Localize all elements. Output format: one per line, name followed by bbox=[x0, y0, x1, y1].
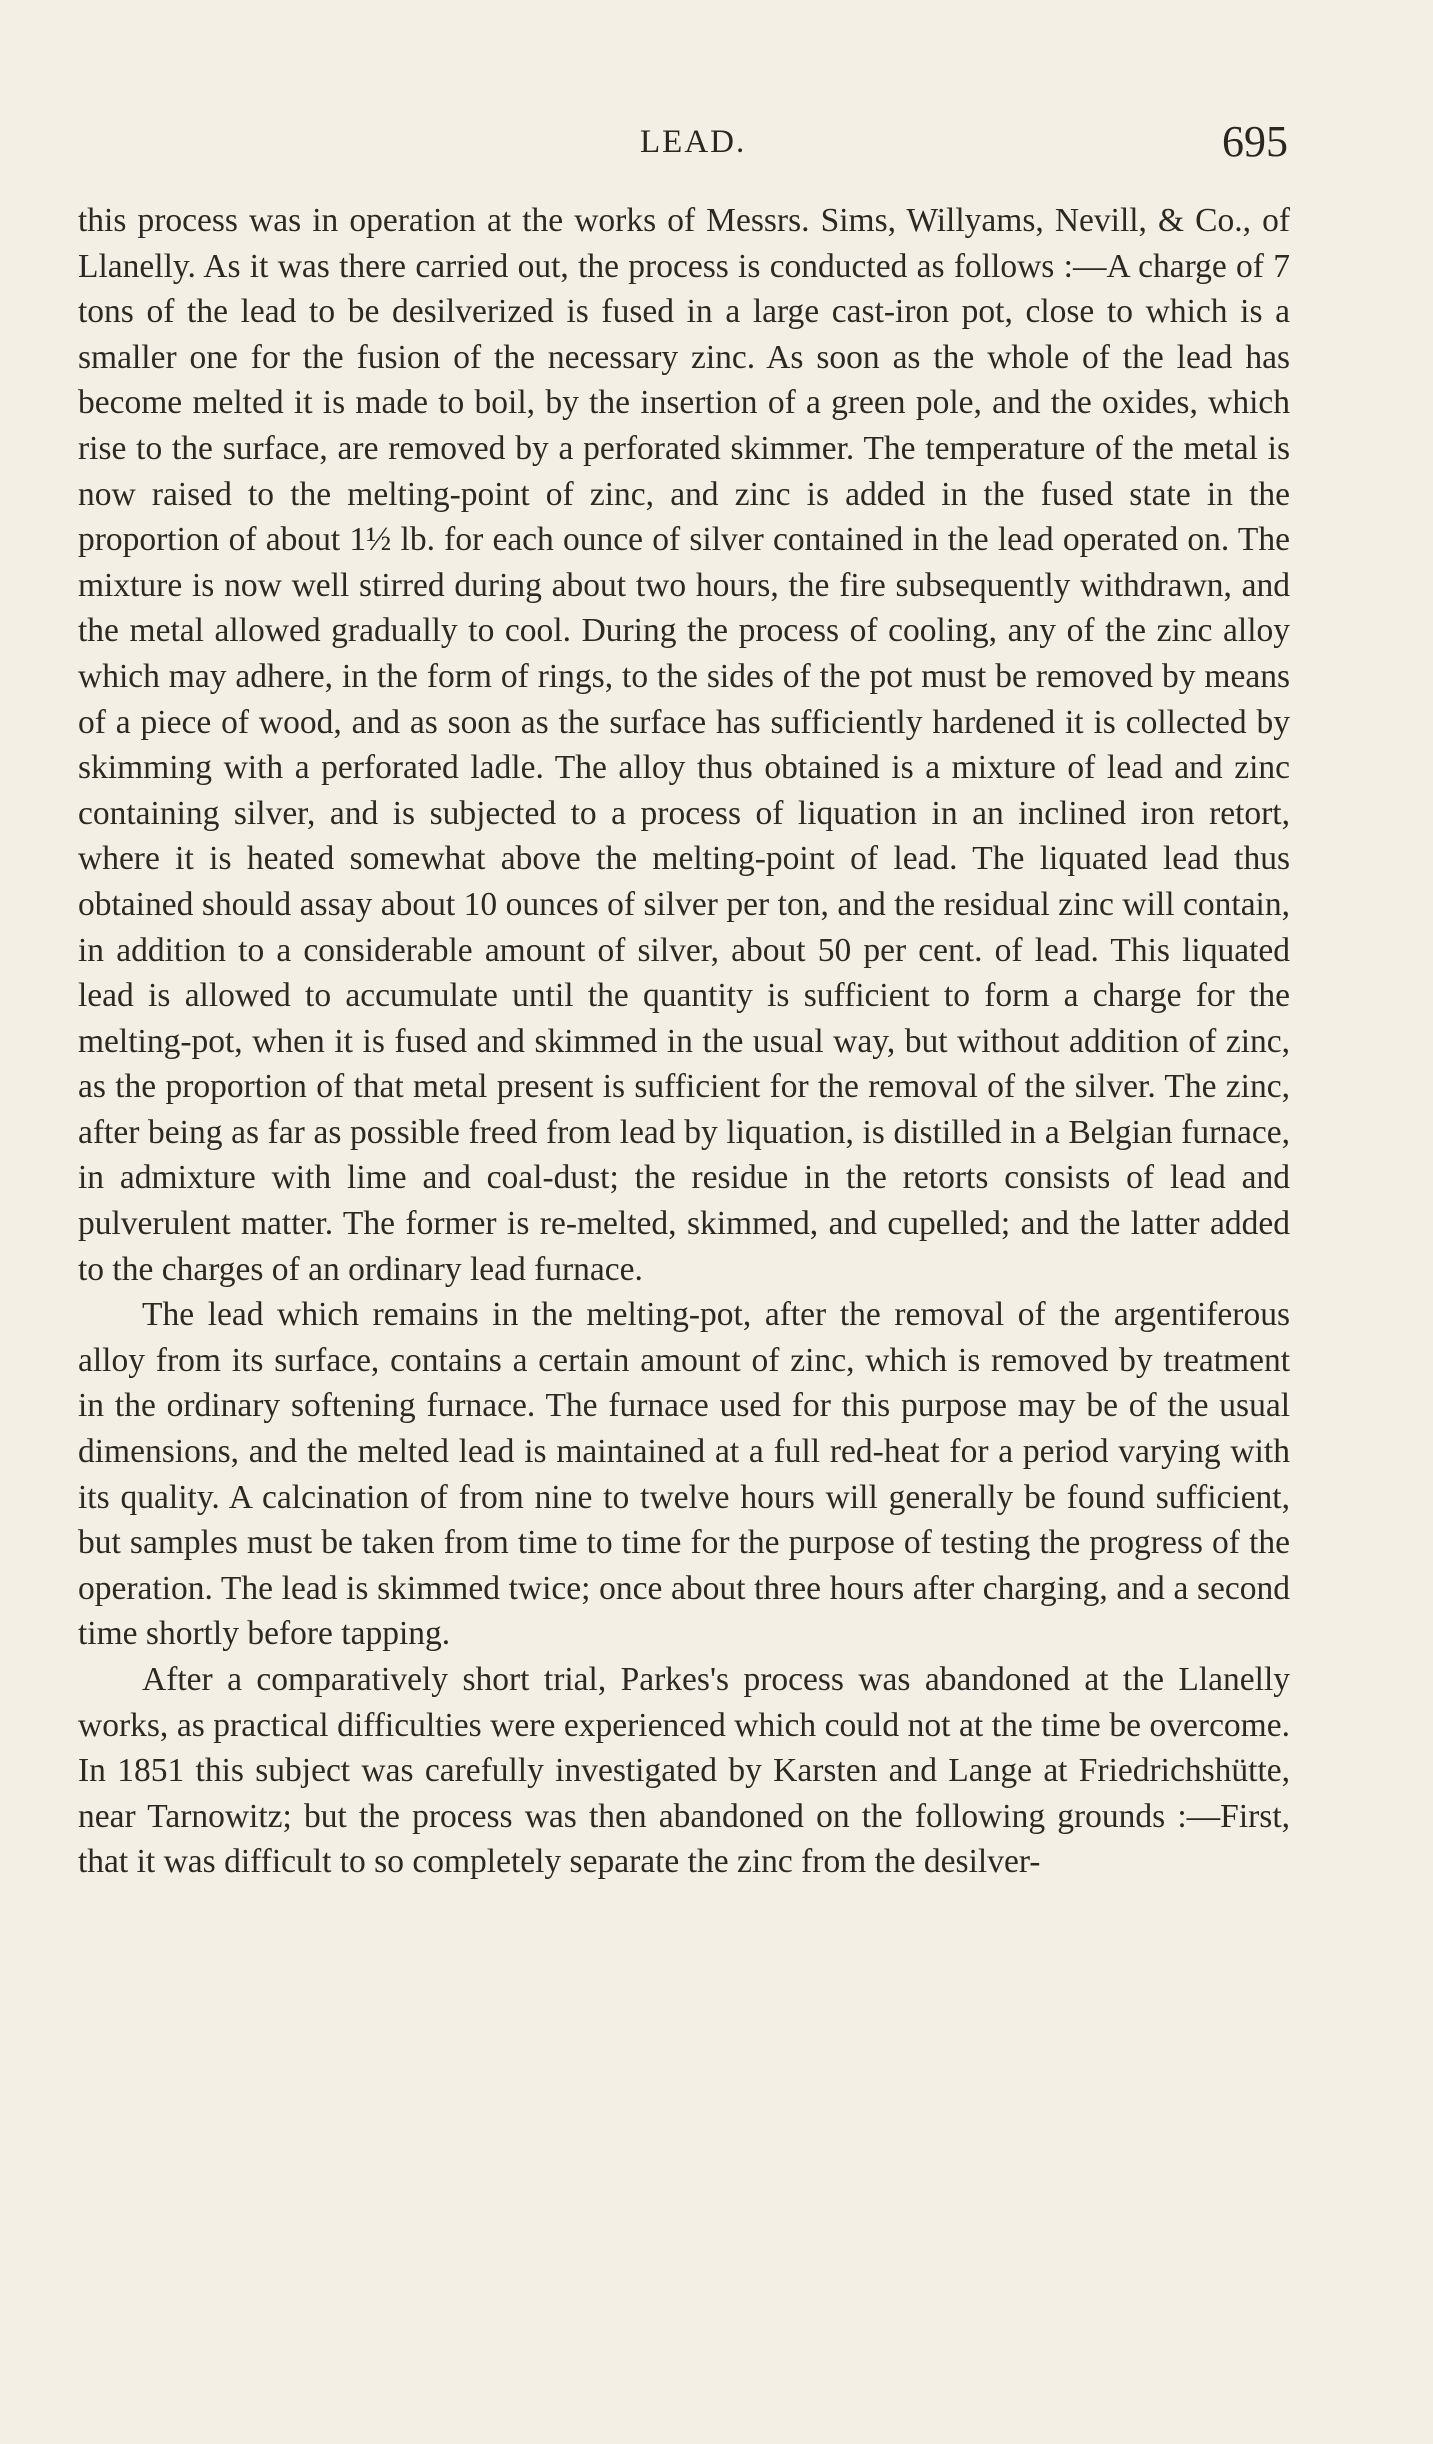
paragraph: The lead which remains in the melting-pot, after the removal of the argentiferous alloy from its surface, contains a certain amount of zinc, which is removed by treatment in the ordinary softening furnace. The furnace used for this purpose may be of the usual dimensions, and the melted lead is maintained at a full red-heat for a period varying with its quality. A calcination of from nine to twelve hours will generally be found sufficient, but samples must be taken from time to time for the purpose of testing the progress of the operation. The lead is skimmed twice; once about three hours after charging, and a second time shortly before tapping. bbox=[78, 1296, 1290, 1653]
chapter-title: LEAD. bbox=[640, 124, 747, 160]
paragraph: this process was in operation at the works of Messrs. Sims, Willyams, Nevill, & Co., of Llanelly. As it was there carried out, the process is conducted as follows :—A charge of 7 tons of the lead to be desilverized is fused in a large cast-iron pot, close to which is a smaller one for the fusion of the necessary zinc. As soon as the whole of the lead has become melted it is made to boil, by the insertion of a green pole, and the oxides, which rise to the surface, are removed by a perforated skimmer. The temperature of the metal is now raised to the melting-point of zinc, and zinc is added in the fused state in the proportion of about 1½ lb. for each ounce of silver contained in the lead operated on. The mixture is now well stirred during about two hours, the fire subsequently withdrawn, and the metal allowed gradually to cool. During the process of cooling, any of the zinc alloy which may adhere, in the form of rings, to the sides of the pot must be removed by means of a piece of wood, and as soon as the surface has sufficiently hardened it is collected by skimming with a perforated ladle. The alloy thus obtained is a mixture of lead and zinc containing silver, and is subjected to a process of liquation in an inclined iron retort, where it is heated somewhat above the melting-point of lead. The liquated lead thus obtained should assay about 10 ounces of silver per ton, and the residual zinc will contain, in addition to a considerable amount of silver, about 50 per cent. of lead. This liquated lead is allowed to accumulate until the quantity is sufficient to form a charge for the melting-pot, when it is fused and skimmed in the usual way, but without addition of zinc, as the proportion of that metal present is sufficient for the removal of the silver. The zinc, after being as far as possible freed from lead by liquation, is distilled in a Belgian furnace, in admixture with lime and coal-dust; the residue in the retorts consists of lead and pulverulent matter. The former is re-melted, skimmed, and cupelled; and the latter added to the charges of an ordinary lead furnace. bbox=[78, 202, 1290, 1288]
body-text bbox=[78, 198, 1290, 1885]
running-head bbox=[0, 117, 1433, 170]
page-number: 695 bbox=[1222, 117, 1288, 166]
paragraph: After a comparatively short trial, Parkes's process was abandoned at the Llanelly works, as practical difficulties were experienced which could not at the time be overcome. In 1851 this subject was carefully investigated by Karsten and Lange at Friedrichshütte, near Tarnowitz; but the process was then abandoned on the following grounds :—First, that it was difficult to so completely separate the zinc from the desilver- bbox=[78, 1661, 1290, 1881]
